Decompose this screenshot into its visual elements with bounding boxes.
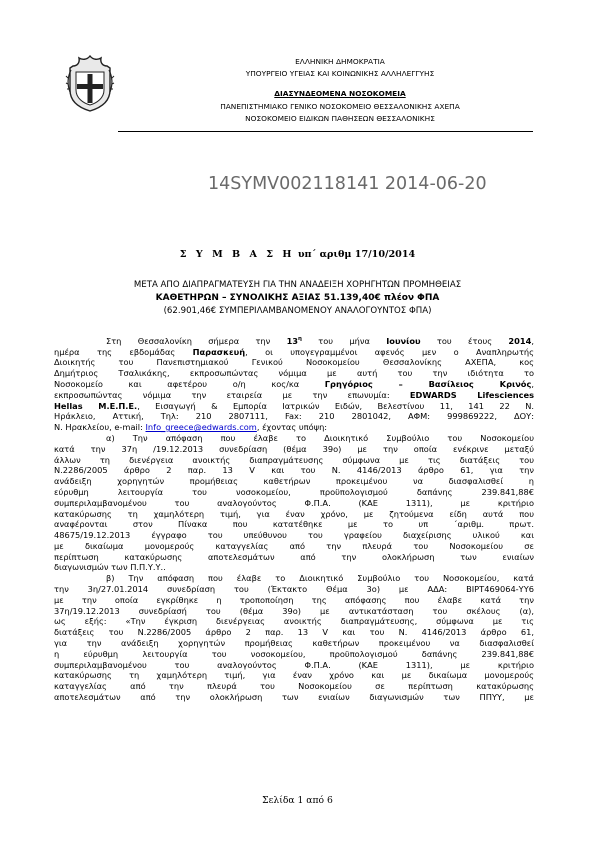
header-hospital-name: ΠΑΝΕΠΙΣΤΗΜΙΑΚΟ ΓΕΝΙΚΟ ΝΟΣΟΚΟΜΕΙΟ ΘΕΣΣΑΛΟΝΙΚΗΣ ΑΧΕΠΑ [220, 102, 460, 111]
body-line: Νοσοκομείο και αφετέρου ο/η κος/κα Γρηγόριος – Βασίλειος Κρινός, [54, 378, 534, 389]
contract-title [0, 249, 595, 260]
body-line: την 3η/27.01.2014 συνεδρίαση του (Έκτακτο Θέμα 3ο) με ΑΔΑ: ΒΙΡΤ469064-ΥΥ6 [54, 584, 534, 595]
body-line: άλλων τη διενέργεια ανοικτής διαπραγμάτευσης σύμφωνα με τις διατάξεις του [54, 454, 534, 465]
header-hospital-subtitle: ΝΟΣΟΚΟΜΕΙΟ ΕΙΔΙΚΩΝ ΠΑΘΗΣΕΩΝ ΘΕΣΣΑΛΟΝΙΚΗΣ [245, 114, 435, 123]
body-line: εύρυθμη λειτουργία του νοσοκομείου, προϋπολογισμού δαπάνης 239.841,88€ [54, 486, 534, 497]
body-line: εκπροσωπώντας νόμιμα την εταιρεία με την επωνυμία: EDWARDS Lifesciences [54, 389, 534, 400]
header-hospitals: ΔΙΑΣΥΝΔΕΟΜΕΝΑ ΝΟΣΟΚΟΜΕΙΑ [274, 89, 406, 98]
body-line: συμπεριλαμβανομένου του αναλογούντος Φ.Π.Α. (ΚΑΕ 1311), με κριτήριο [54, 659, 534, 670]
subtitle-line-3: (62.901,46€ ΣΥΜΠΕΡΙΛΑΜΒΑΝΟΜΕΝΟΥ ΑΝΑΛΟΓΟΥΝΤΟΣ ΦΠΑ) [163, 306, 432, 316]
body-line: κατακύρωσης τη χαμηλότερη τιμή, για έναν χρόνο και με δικαίωμα μονομερούς [54, 670, 534, 681]
body-line: 48675/19.12.2013 έγγραφο του υπεύθυνου του γραφείου διαχείρισης υλικού και [54, 530, 534, 541]
body-line: διατάξεις του Ν.2286/2005 άρθρο 2 παρ. 13 V και του Ν. 4146/2013 άρθρο 61, [54, 627, 534, 638]
subtitle-line-1: ΜΕΤΑ ΑΠΟ ΔΙΑΠΡΑΓΜΑΤΕΥΣΗ ΓΙΑ ΤΗΝ ΑΝΑΔΕΙΞΗ ΧΟΡΗΓΗΤΩΝ ΠΡΟΜΗΘΕΙΑΣ [133, 280, 462, 290]
body-line: περίπτωση κατακύρωσης αποτελεσμάτων από την ολοκλήρωση των ενιαίων [54, 551, 534, 562]
body-line: Δημήτριος Τσαλικάκης, εκπροσωπώντας νόμιμα με αυτή του την ιδιότητα το [54, 368, 534, 379]
body-line: κατακύρωσης τη χαμηλότερη τιμή, για έναν χρόνο, με ζητούμενα είδη αυτά που [54, 508, 534, 519]
header-country: ΕΛΛΗΝΙΚΗ ΔΗΜΟΚΡΑΤΙΑ [295, 57, 385, 66]
body-line: Ν.2286/2005 άρθρο 2 παρ. 13 V και του Ν. 4146/2013 άρθρο 61, για την [54, 465, 534, 476]
body-line: ανάδειξη χορηγητών προμήθειας καθετήρων προκειμένου να διασφαλισθεί η [54, 476, 534, 487]
body-line: β) Την απόφαση που έλαβε το Διοικητικό Συμβούλιο του Νοσοκομείου, κατά [106, 573, 534, 584]
body-line: Διοικητής του Πανεπιστημιακού Γενικού Νοσοκομείου Θεσσαλονίκης ΑΧΕΠΑ, κος [54, 357, 534, 368]
body-line: Ν. Ηρακλείου, e-mail: Info_greece@edwards.com, έχοντας υπόψη: [54, 422, 328, 433]
body-line: με την οποία εγκρίθηκε η τροποποίηση της απόφασης που έλαβε κατά την [54, 594, 534, 605]
paragraph-a [54, 433, 534, 573]
email-link[interactable]: Info_greece@edwards.com [145, 422, 257, 433]
greek-emblem-icon [65, 54, 115, 112]
body-line: ημέρα της εβδομάδας Παρασκευή, οι υπογεγραμμένοι αφενός μεν ο Αναπληρωτής [54, 346, 534, 357]
body-line: Hellas Μ.Ε.Π.Ε., Εισαγωγή & Εμπορία Ιατρικών Ειδών, Βελεστίνου 11, 141 22 Ν. [54, 400, 534, 411]
header-ministry: ΥΠΟΥΡΓΕΙΟ ΥΓΕΙΑΣ ΚΑΙ ΚΟΙΝΩΝΙΚΗΣ ΑΛΛΗΛΕΓΓΥΗΣ [245, 69, 435, 78]
body-line: ως εξής: «Την έγκριση διενέργειας ανοικτής διαπραγμάτευσης, σύμφωνα με τις [54, 616, 534, 627]
body-line: 37η/19.12.2013 συνεδρίασή του (θέμα 39ο) με αντικατάσταση του σκέλους (α), [54, 605, 534, 616]
body-line: συμπεριλαμβανομένου του αναλογούντος Φ.Π.Α. (ΚΑΕ 1311), με κριτήριο [54, 497, 534, 508]
body-line: με δικαίωμα μονομερούς καταγγελίας από την πλευρά του Νοσοκομείου σε [54, 540, 534, 551]
body-line: καταγγελίας από την πλευρά του Νοσοκομείου σε περίπτωση κατακύρωσης [54, 681, 534, 692]
body-line: κατά την 37η /19.12.2013 συνεδρίαση (θέμα 39ο) με την οποία ενέκρινε μεταξύ [54, 443, 534, 454]
body-line: για την ανάδειξη χορηγητών προμήθειας καθετήρων προκειμένου να διασφαλισθεί [54, 638, 534, 649]
ada-stamp: 14SYMV002118141 2014-06-20 [208, 174, 487, 194]
body-line: διαγωνισμών των Π.Π.Υ.Υ.. [54, 562, 166, 573]
header-divider [118, 131, 533, 132]
page-number: Σελίδα 1 από 6 [262, 795, 333, 806]
body-line: η εύρυθμη λειτουργία του νοσοκομείου, προϋπολογισμού δαπάνης 239.841,88€ [54, 648, 534, 659]
subtitle-line-2: ΚΑΘΕΤΗΡΩΝ – ΣΥΝΟΛΙΚΗΣ ΑΞΙΑΣ 51.139,40€ πλέον ΦΠΑ [155, 293, 440, 303]
body-line: α) Την απόφαση που έλαβε το Διοικητικό Συμβούλιο του Νοσοκομείου [106, 432, 534, 443]
body-line: αναφέρονται στον Πίνακα που κατατέθηκε με το υπ ΄αριθμ. πρωτ. [54, 519, 534, 530]
contract-title-number: υπ΄ αριθμ 17/10/2014 [297, 249, 416, 260]
contract-title-word: Σ Υ Μ Β Α Σ Η [179, 249, 295, 260]
body-line: αποτελεσμάτων από την ολοκλήρωση των ενιαίων διαγωνισμών των ΠΠΥΥ, με [54, 692, 534, 703]
paragraph-b [54, 573, 534, 703]
body-line: Ηράκλειο, Αττική, Τηλ: 210 2807111, Fax: 210 2801042, ΑΦΜ: 999869222, ΔΟΥ: [54, 411, 534, 422]
body-line: Στη Θεσσαλονίκη σήμερα την $13^\eta$ του μήνα Ιουνίου του έτους 2014, [106, 335, 535, 346]
contract-body [54, 334, 534, 703]
